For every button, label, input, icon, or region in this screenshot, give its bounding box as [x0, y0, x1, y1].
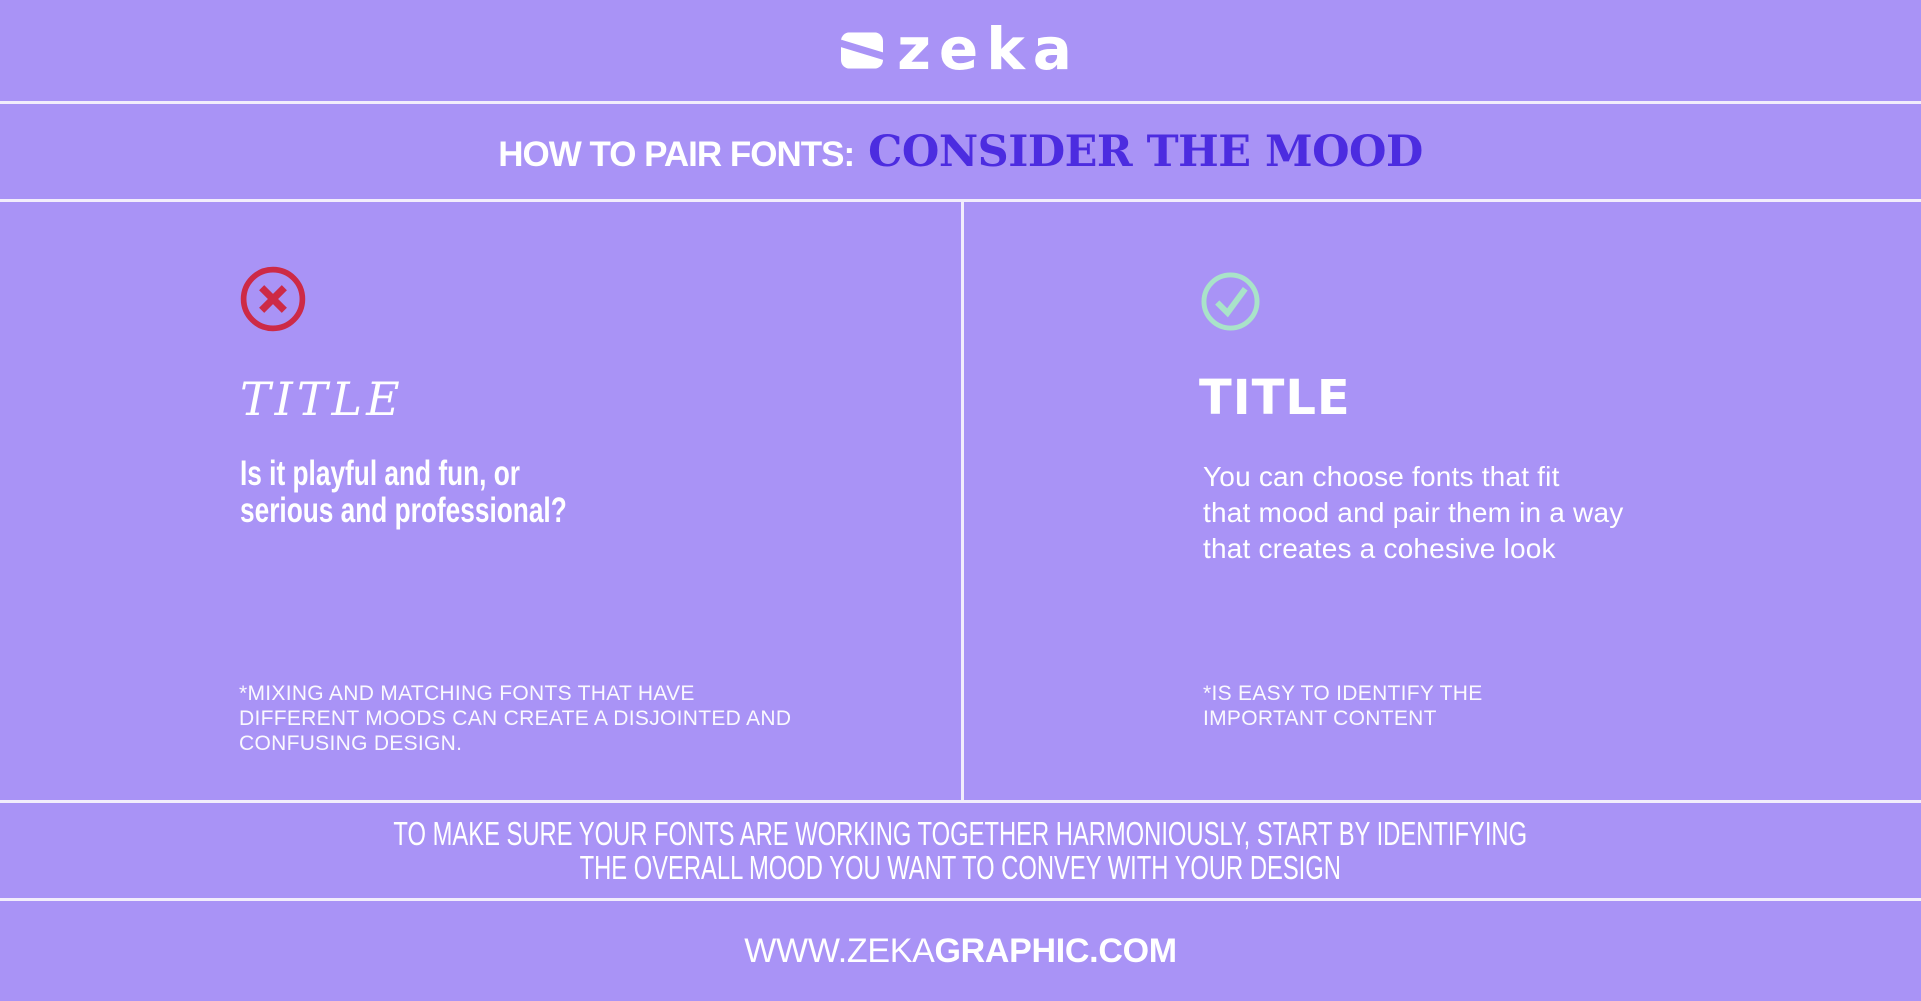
left-column-heading [240, 455, 567, 529]
left-footnote-line-2: DIFFERENT MOODS CAN CREATE A DISJOINTED AND [239, 707, 792, 730]
column-divider [961, 202, 964, 800]
left-heading-line-1: Is it playful and fun, or [240, 454, 521, 493]
website-url-suffix: GRAPHIC.COM [934, 931, 1177, 970]
title-prefix: HOW TO PAIR FONTS: [498, 134, 855, 174]
left-heading-line-2: serious and professional? [240, 491, 567, 530]
right-column-title: TITLE [1199, 370, 1351, 426]
x-circle-icon [240, 266, 306, 332]
title-band [0, 104, 1921, 199]
page-title [498, 127, 1423, 177]
website-url [744, 932, 1177, 971]
check-circle-icon [1201, 272, 1260, 331]
left-column-footnote [239, 681, 791, 756]
logo-band [0, 0, 1921, 101]
right-body-line-2: that mood and pair them in a way [1203, 497, 1624, 528]
left-column-title: TITLE [240, 372, 404, 426]
comparison-columns [0, 202, 1921, 800]
logo-text: zeka [897, 14, 1080, 83]
summary-band [0, 803, 1921, 898]
right-body-line-3: that creates a cohesive look [1203, 533, 1556, 564]
left-footnote-line-1: *MIXING AND MATCHING FONTS THAT HAVE [239, 682, 695, 705]
right-column-body [1203, 459, 1623, 567]
summary-line-1: TO MAKE SURE YOUR FONTS ARE WORKING TOGETHER HARMONIOUSLY, START BY IDENTIFYING [393, 814, 1528, 852]
title-emphasis: CONSIDER THE MOOD [868, 126, 1423, 177]
right-column-footnote [1203, 681, 1483, 731]
footer [0, 901, 1921, 1001]
right-footnote-line-2: IMPORTANT CONTENT [1203, 707, 1437, 730]
right-footnote-line-1: *IS EASY TO IDENTIFY THE [1203, 682, 1483, 705]
summary-line-2: THE OVERALL MOOD YOU WANT TO CONVEY WITH YOUR DESIGN [579, 848, 1342, 886]
zeka-mark-icon [841, 32, 883, 69]
left-footnote-line-3: CONFUSING DESIGN. [239, 732, 463, 755]
right-body-line-1: You can choose fonts that fit [1203, 461, 1560, 492]
website-url-prefix: WWW.ZEKA [744, 931, 935, 970]
summary-text [393, 814, 1528, 886]
zeka-logo [841, 14, 1080, 83]
